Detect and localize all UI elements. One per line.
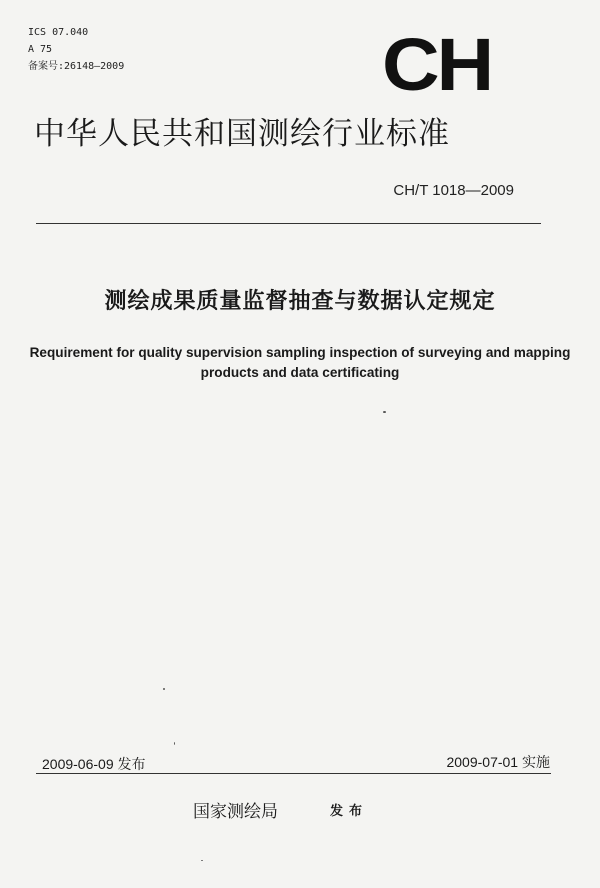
filing-number: 备案号:26148—2009 bbox=[28, 61, 125, 72]
implementation-date: 2009-07-01 实施 bbox=[446, 754, 550, 770]
top-divider bbox=[36, 223, 541, 224]
scan-speck bbox=[201, 860, 203, 861]
ch-logo: CH bbox=[382, 23, 491, 106]
scan-speck bbox=[163, 688, 165, 690]
category-code: A 75 bbox=[28, 44, 53, 55]
ics-code: ICS 07.040 bbox=[28, 27, 89, 38]
industry-standard-heading: 中华人民共和国测绘行业标准 bbox=[34, 116, 450, 152]
standard-number: CH/T 1018—2009 bbox=[393, 182, 514, 199]
english-title-line-1: Requirement for quality supervision sampling inspection of surveying and mapping bbox=[29, 345, 571, 360]
scan-speck bbox=[174, 742, 175, 745]
document-title-english bbox=[0, 343, 600, 383]
issue-date: 2009-06-09 发布 bbox=[42, 756, 146, 772]
bottom-divider bbox=[36, 773, 551, 774]
publish-label: 发布 bbox=[330, 804, 369, 819]
document-title-chinese: 测绘成果质量监督抽查与数据认定规定 bbox=[104, 289, 496, 314]
scan-speck bbox=[383, 411, 386, 413]
english-title-line-2: products and data certificating bbox=[200, 365, 400, 380]
publisher-name: 国家测绘局 bbox=[193, 802, 278, 822]
classification-block bbox=[28, 24, 124, 75]
